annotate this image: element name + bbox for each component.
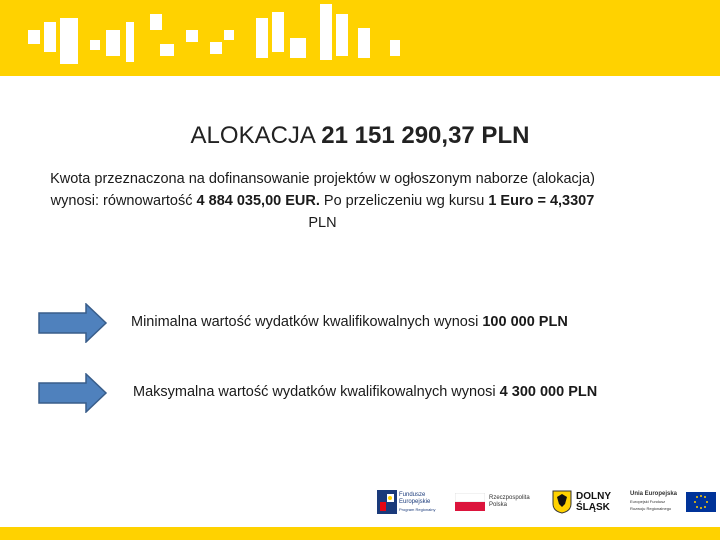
bullet-min-text xyxy=(131,314,568,330)
intro-text-part1: Kwota przeznaczona na dofinansowanie projektów w ogłoszonym naborze (alokacja) wynosi: równowartość xyxy=(50,171,595,209)
title-prefix: ALOKACJA xyxy=(190,122,322,149)
bullet-max-amount: 4 300 000 PLN xyxy=(499,384,598,400)
intro-text-part3: PLN xyxy=(308,215,337,231)
ds-text xyxy=(576,491,611,513)
bullet-min-amount: 100 000 PLN xyxy=(482,314,568,330)
ue-text xyxy=(630,491,677,512)
fe-line2: Europejskie xyxy=(399,499,431,505)
ue-line2: Europejski Fundusz xyxy=(630,499,666,504)
right-arrow-icon xyxy=(38,373,108,413)
eu-flag-icon xyxy=(686,492,716,512)
intro-exchange-rate: 1 Euro = 4,3307 xyxy=(488,193,595,209)
rp-text xyxy=(489,495,530,509)
unia-europejska-logo xyxy=(630,488,718,516)
right-arrow-icon xyxy=(38,303,108,343)
ue-line1: Unia Europejska xyxy=(630,491,678,497)
ds-line1: DOLNY xyxy=(576,491,611,502)
intro-eur-amount: 4 884 035,00 EUR. xyxy=(196,193,320,209)
page-title xyxy=(0,122,720,150)
intro-text-part2: Po przeliczeniu wg kursu xyxy=(319,193,489,209)
fe-line1: Fundusze xyxy=(399,492,426,498)
fe-text xyxy=(399,492,435,513)
fundusze-europejskie-logo xyxy=(375,488,447,516)
ds-line2: ŚLĄSK xyxy=(576,502,610,513)
rp-line2: Polska xyxy=(489,502,508,508)
top-decorative-band xyxy=(0,0,720,76)
fe-line3: Program Regionalny xyxy=(399,507,436,512)
rp-line1: Rzeczpospolita xyxy=(489,495,530,501)
funding-logos-bar xyxy=(375,488,720,516)
squares-pattern-icon xyxy=(0,0,720,76)
bullet-max-value xyxy=(38,373,698,413)
rzeczpospolita-polska-logo xyxy=(455,488,539,516)
bullet-max-label: Maksymalna wartość wydatków kwalifikowalnych wynosi xyxy=(133,384,500,400)
dolny-slask-crest-icon xyxy=(552,490,572,514)
bottom-decorative-band xyxy=(0,527,720,540)
ue-line3: Rozwoju Regionalnego xyxy=(630,506,672,511)
title-amount: 21 151 290,37 PLN xyxy=(321,122,530,149)
dolny-slask-logo xyxy=(552,488,616,516)
bullet-max-text xyxy=(133,384,597,400)
bullet-min-label: Minimalna wartość wydatków kwalifikowalnych wynosi xyxy=(131,314,483,330)
allocation-description xyxy=(40,168,605,234)
bullet-min-value xyxy=(38,303,698,343)
polish-flag-icon xyxy=(455,493,485,511)
fe-star-icon xyxy=(377,490,397,514)
